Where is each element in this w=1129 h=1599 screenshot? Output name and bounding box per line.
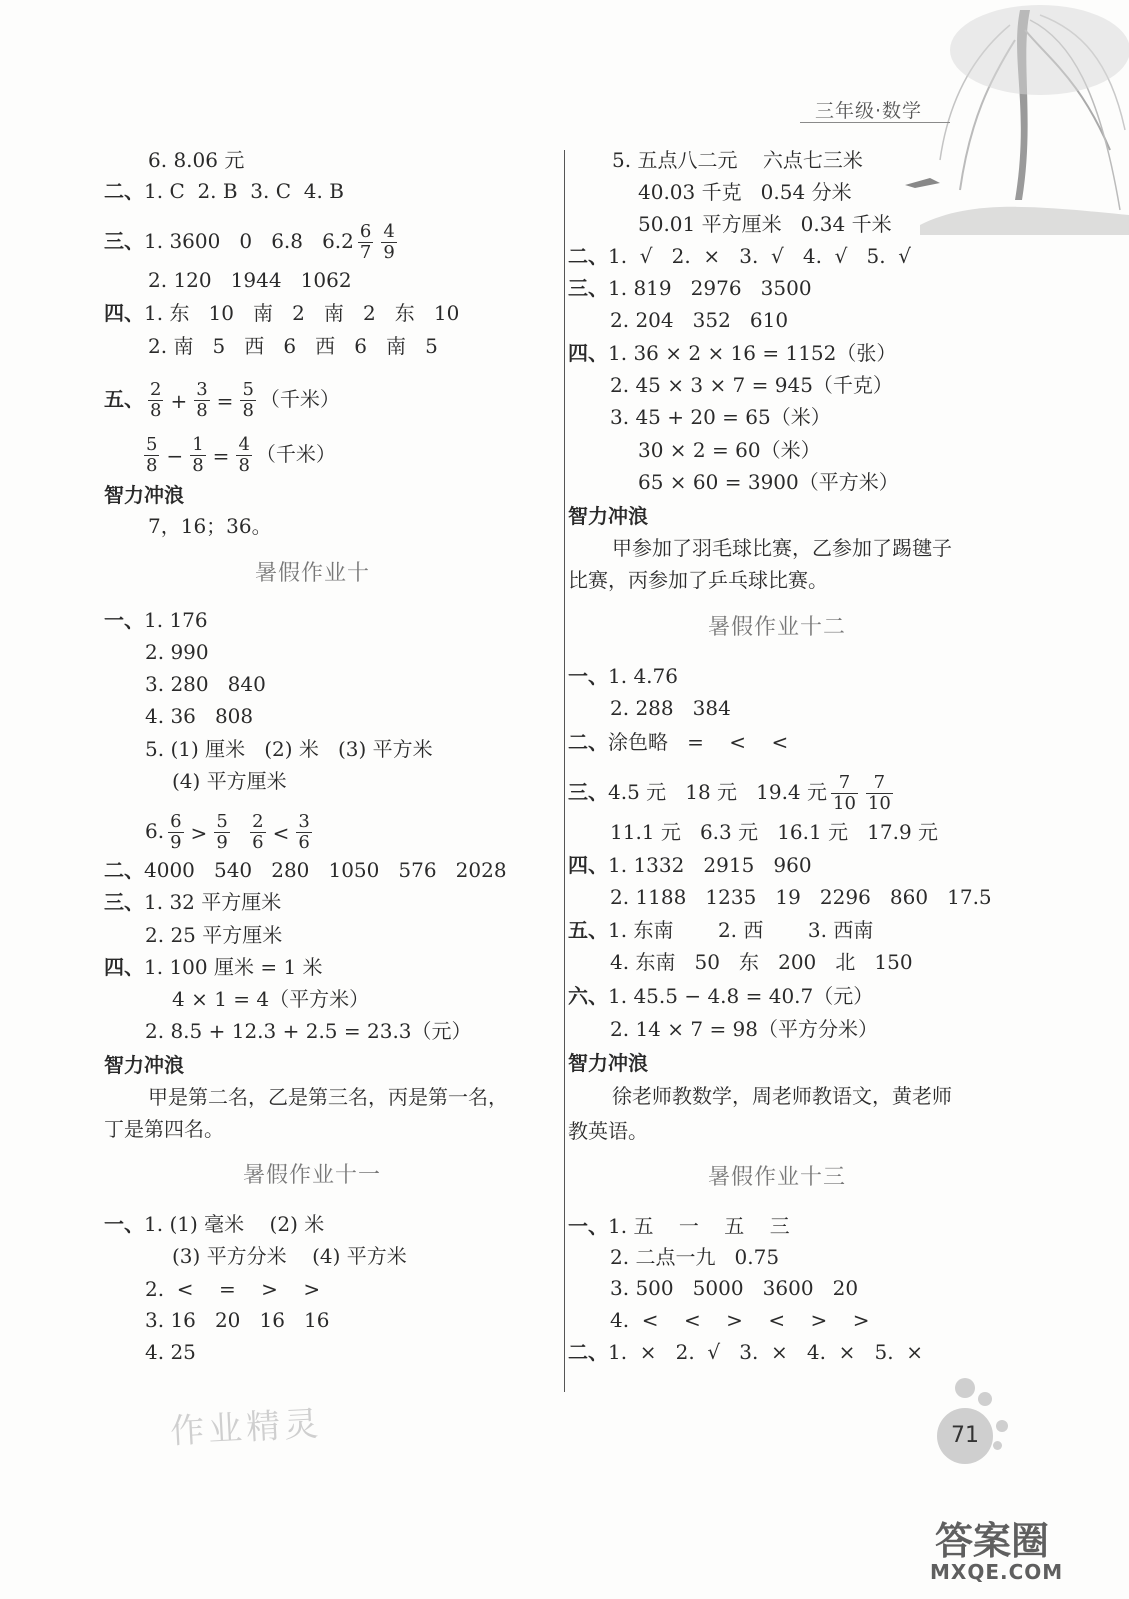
answer-line: 徐老师教数学，周老师教语文，黄老师 bbox=[612, 1084, 952, 1108]
answer-line: 4. < < > < > > bbox=[610, 1308, 870, 1332]
answer-line bbox=[568, 1339, 923, 1365]
answer-line bbox=[104, 300, 459, 326]
answer-line: 甲参加了羽毛球比赛，乙参加了踢毽子 bbox=[612, 536, 952, 560]
section-prefix: 五、 bbox=[568, 918, 608, 942]
challenge-heading: 智力冲浪 bbox=[104, 483, 184, 507]
section-prefix: 四、 bbox=[568, 853, 608, 877]
answer-line: 教英语。 bbox=[568, 1119, 648, 1143]
answer-line: 甲是第二名，乙是第三名，丙是第一名， bbox=[148, 1085, 508, 1109]
answer-text: 1. C 2. B 3. C 4. B bbox=[144, 179, 344, 203]
answer-line: 2. 120 1944 1062 bbox=[148, 268, 352, 292]
answer-line bbox=[568, 663, 678, 689]
decor-dot bbox=[996, 1420, 1008, 1432]
section-prefix: 六、 bbox=[568, 984, 608, 1008]
section-prefix: 二、 bbox=[568, 1340, 608, 1364]
section-title: 暑假作业十一 bbox=[243, 1163, 382, 1188]
challenge-heading: 智力冲浪 bbox=[568, 1051, 648, 1075]
decor-dot bbox=[955, 1378, 975, 1398]
answer-line: 65 × 60 = 3900（平方米） bbox=[638, 470, 899, 494]
section-prefix: 三、 bbox=[568, 780, 608, 804]
answer-line bbox=[568, 1213, 790, 1239]
answer-line bbox=[104, 857, 507, 883]
answer-line: 4. 36 808 bbox=[145, 704, 254, 728]
answer-line: 2. 南 5 西 6 西 6 南 5 bbox=[148, 334, 438, 358]
answer-text: 1. √ 2. × 3. √ 4. √ 5. √ bbox=[608, 244, 912, 268]
section-prefix: 二、 bbox=[104, 179, 144, 203]
fraction: $\frac{4}{9}$ bbox=[383, 221, 395, 263]
answer-text: 4.5 元 18 元 19.4 元 bbox=[608, 780, 828, 804]
answer-line: 2. 45 × 3 × 7 = 945（千克） bbox=[610, 373, 893, 397]
section-title: 暑假作业十 bbox=[255, 561, 371, 586]
fraction: $\frac{7}{10}$ bbox=[833, 772, 856, 814]
section-prefix: 一、 bbox=[104, 608, 144, 632]
answer-line: $\frac{5}{8}$ − $\frac{1}{8}$ = $\frac{4}{8}$ （千米） bbox=[146, 434, 336, 476]
answer-line bbox=[568, 852, 812, 878]
answer-line: 3. 45 + 20 = 65（米） bbox=[610, 405, 831, 429]
answer-line: 2. 1188 1235 19 2296 860 17.5 bbox=[610, 885, 992, 909]
answer-line: 30 × 2 = 60（米） bbox=[638, 438, 821, 462]
answer-line bbox=[568, 983, 873, 1009]
answer-line: 2. 25 平方厘米 bbox=[145, 923, 283, 947]
watermark-text: 作业精灵 bbox=[169, 1404, 324, 1452]
page-number-badge: 71 bbox=[937, 1408, 993, 1464]
section-prefix: 五、 bbox=[104, 387, 144, 411]
answer-text: 1. (1) 毫米 (2) 米 bbox=[144, 1212, 325, 1236]
answer-line: 5. 五点八二元 六点七三米 bbox=[612, 148, 863, 172]
fraction: $\frac{3}{6}$ bbox=[298, 811, 310, 853]
answer-line bbox=[104, 178, 344, 204]
answer-line: 3. 500 5000 3600 20 bbox=[610, 1276, 859, 1300]
decor-dot bbox=[993, 1441, 1002, 1450]
section-prefix: 四、 bbox=[104, 955, 144, 979]
answer-line: 2. < = > > bbox=[145, 1277, 321, 1301]
answer-text: 1. 36 × 2 × 16 = 1152（张） bbox=[608, 341, 897, 365]
answer-line: 2. 204 352 610 bbox=[610, 308, 789, 332]
fraction: $\frac{1}{8}$ bbox=[192, 434, 204, 476]
answer-line: 2. 288 384 bbox=[610, 696, 731, 720]
section-prefix: 一、 bbox=[568, 664, 608, 688]
fraction: $\frac{6}{7}$ bbox=[359, 221, 372, 263]
section-title: 暑假作业十三 bbox=[708, 1165, 847, 1190]
answer-line: 4. 东南 50 东 200 北 150 bbox=[610, 950, 913, 974]
answer-line bbox=[104, 889, 281, 915]
answer-line: 40.03 千克 0.54 分米 bbox=[638, 180, 852, 204]
answer-line: 比赛，丙参加了乒乓球比赛。 bbox=[568, 568, 828, 592]
answer-line bbox=[104, 954, 323, 980]
answer-text: 1. 4.76 bbox=[608, 664, 678, 688]
answer-line bbox=[568, 275, 812, 301]
answer-line bbox=[568, 243, 911, 269]
section-prefix: 一、 bbox=[104, 1212, 144, 1236]
section-prefix: 二、 bbox=[568, 244, 608, 268]
site-url-mark: MXQE.COM bbox=[930, 1560, 1064, 1584]
section-prefix: 二、 bbox=[568, 730, 608, 754]
answer-text: 1. 819 2976 3500 bbox=[608, 276, 812, 300]
answer-text: 1. 45.5 − 4.8 = 40.7（元） bbox=[608, 984, 874, 1008]
header-rule bbox=[800, 122, 950, 123]
fraction: $\frac{3}{8}$ bbox=[196, 379, 208, 421]
section-prefix: 一、 bbox=[568, 1214, 608, 1238]
section-prefix: 三、 bbox=[568, 276, 608, 300]
section-prefix: 四、 bbox=[104, 301, 144, 325]
answer-line: 2. 14 × 7 = 98（平方分米） bbox=[610, 1017, 879, 1041]
column-divider bbox=[564, 150, 565, 1392]
answer-line bbox=[568, 917, 873, 943]
answer-line: 5. (1) 厘米 (2) 米 (3) 平方米 bbox=[145, 737, 433, 761]
answer-line: 4. 25 bbox=[145, 1340, 196, 1364]
grade-subject-label: 三年级·数学 bbox=[815, 100, 923, 122]
section-title: 暑假作业十二 bbox=[708, 615, 847, 640]
answer-line bbox=[104, 607, 208, 633]
answer-line: (3) 平方分米 (4) 平方米 bbox=[172, 1244, 407, 1268]
answer-line: 3. 16 20 16 16 bbox=[145, 1308, 330, 1332]
answer-line: 11.1 元 6.3 元 16.1 元 17.9 元 bbox=[610, 820, 939, 844]
answer-line: 丁是第四名。 bbox=[104, 1117, 224, 1141]
challenge-heading: 智力冲浪 bbox=[104, 1053, 184, 1077]
fraction: $\frac{5}{9}$ bbox=[216, 811, 228, 853]
answer-line: 4 × 1 = 4（平方米） bbox=[172, 987, 370, 1011]
answer-line bbox=[104, 221, 401, 263]
answer-line: 3. 280 840 bbox=[145, 672, 266, 696]
answer-text: 1. 3600 0 6.8 6.2 bbox=[144, 229, 354, 253]
section-prefix: 三、 bbox=[104, 890, 144, 914]
fraction: $\frac{2}{8}$ bbox=[150, 379, 162, 421]
answer-line: 6. 8.06 元 bbox=[148, 148, 245, 172]
answer-line bbox=[104, 1211, 324, 1237]
fraction: $\frac{7}{10}$ bbox=[867, 772, 891, 814]
section-prefix: 三、 bbox=[104, 229, 144, 253]
answer-text: 1. 32 平方厘米 bbox=[144, 890, 282, 914]
answer-line: 2. 990 bbox=[145, 640, 209, 664]
answer-text: 1. 176 bbox=[144, 608, 208, 632]
unit-text: （千米） bbox=[259, 387, 340, 411]
site-logo-mark: 答案圈 bbox=[935, 1519, 1050, 1563]
fraction: $\frac{5}{8}$ bbox=[146, 434, 158, 476]
answer-line: 2. 二点一九 0.75 bbox=[610, 1245, 780, 1269]
answer-text: 1. 100 厘米 = 1 米 bbox=[144, 955, 323, 979]
fraction: $\frac{5}{8}$ bbox=[242, 379, 254, 421]
unit-text: （千米） bbox=[255, 442, 336, 466]
challenge-heading: 智力冲浪 bbox=[568, 504, 648, 528]
answer-text: 1. × 2. √ 3. × 4. × 5. × bbox=[608, 1340, 924, 1364]
section-prefix: 二、 bbox=[104, 858, 144, 882]
fraction: $\frac{6}{9}$ bbox=[170, 811, 182, 853]
answer-line: 五、 $\frac{2}{8}$ + $\frac{3}{8}$ = $\frac{5}{8}$ （千米） bbox=[104, 379, 340, 421]
answer-line: 2. 8.5 + 12.3 + 2.5 = 23.3（元） bbox=[145, 1019, 472, 1043]
answer-line bbox=[568, 729, 788, 755]
answer-line: 7，16；36。 bbox=[148, 514, 272, 538]
answer-text: 1. 东 10 南 2 南 2 东 10 bbox=[144, 301, 460, 325]
answer-text: 1. 东南 2. 西 3. 西南 bbox=[608, 918, 874, 942]
fraction: $\frac{4}{8}$ bbox=[238, 434, 250, 476]
answer-line: 50.01 平方厘米 0.34 千米 bbox=[638, 212, 892, 236]
answer-line: (4) 平方厘米 bbox=[172, 769, 287, 793]
answer-line: 6. $\frac{6}{9}$ > $\frac{5}{9}$ $\frac{2}{6}$ < $\frac{3}{6}$ bbox=[145, 811, 310, 853]
answer-line bbox=[568, 772, 897, 814]
answer-line bbox=[568, 340, 896, 366]
section-prefix: 四、 bbox=[568, 341, 608, 365]
answer-text: 1. 五 一 五 三 bbox=[608, 1214, 790, 1238]
decor-dot bbox=[978, 1392, 992, 1406]
fraction: $\frac{2}{6}$ bbox=[252, 811, 264, 853]
answer-text: 4000 540 280 1050 576 2028 bbox=[144, 858, 507, 882]
answer-text: 1. 1332 2915 960 bbox=[608, 853, 812, 877]
answer-text: 涂色略 = < < bbox=[608, 730, 789, 754]
